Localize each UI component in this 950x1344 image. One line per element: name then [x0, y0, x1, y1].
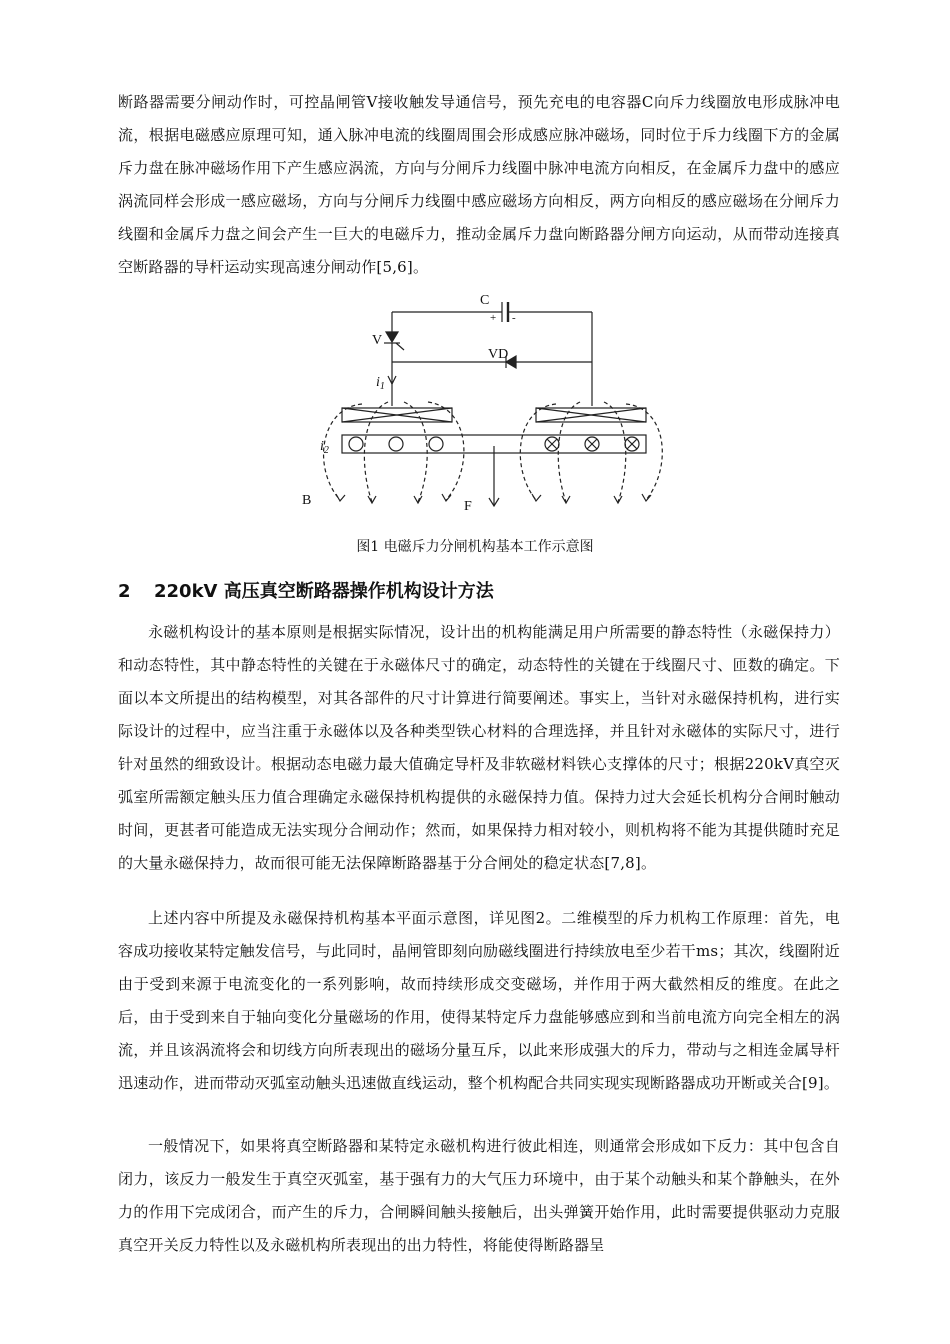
field-lines-right: [520, 402, 662, 502]
field-arrow-2: [368, 496, 376, 503]
field-arrow-5: [532, 494, 541, 501]
field-lines-left: [324, 402, 464, 502]
section-title: 220kV 高压真空断路器操作机构设计方法: [154, 581, 494, 602]
label-current-i2: $i_2$: [320, 439, 329, 456]
field-arrow-3: [414, 496, 422, 503]
paragraph-design-principle: 永磁机构设计的基本原则是根据实际情况，设计出的机构能满足用户所需要的静态特性（永磁保持力）和动态特性，其中静态特性的关键在于永磁体尺寸的确定，动态特性的关键在于线圈尺寸、匝数的确定。下面以本文所提出的结构模型，对其各部件的尺寸计算进行简要阐述。事实上，当针对永磁保持机构，进行实际设计的过程中，应当注重于永磁体以及各种类型铁心材料的合理选择，并且针对永磁体的实际尺寸，进行针对虽然的细致设计。根据动态电磁力最大值确定导杆及非软磁材料铁心支撑体的尺寸；根据220kV真空灭弧室所需额定触头压力值合理确定永磁保持机构提供的永磁保持力值。保持力过大会延长机构分合闸时触动时间，更甚者可能造成无法实现分合闸动作；然而，如果保持力相对较小，则机构将不能为其提供随时充足的大量永磁保持力，故而很可能无法保障断路器基于分合闸处的稳定状态[7,8]。: [118, 623, 840, 872]
repulsion-mechanism-diagram: [300, 288, 670, 520]
current-dot-3: [429, 437, 443, 451]
thyristor-gate: [396, 343, 404, 350]
label-diode: VD: [488, 347, 509, 362]
current-dot-1: [349, 437, 363, 451]
field-arrow-1: [336, 494, 345, 501]
figure-caption: 图1 电磁斥力分闸机构基本工作示意图: [356, 539, 594, 555]
label-force-f: F: [464, 499, 472, 514]
figure-1: [300, 288, 670, 520]
field-arrow-6: [562, 496, 570, 503]
label-field-b: B: [302, 493, 312, 508]
label-thyristor: V: [372, 333, 383, 348]
field-arrow-7: [614, 496, 622, 503]
label-capacitor: C: [480, 293, 490, 308]
thyristor-triangle: [386, 332, 398, 342]
paragraph-reaction-force: 一般情况下，如果将真空断路器和某特定永磁机构进行彼此相连，则通常会形成如下反力：其中包含自闭力，该反力一般发生于真空灭弧室，基于强有力的大气压力环境中，由于某个动触头和某个静触头，在外力的作用下完成闭合，而产生的斥力，合闸瞬间触头接触后，出头弹簧开始作用，此时需要提供驱动力克服真空开关反力特性以及永磁机构所表现出的出力特性，将能使得断路器呈: [118, 1137, 840, 1254]
field-arrow-8: [642, 494, 651, 501]
label-minus: -: [512, 312, 516, 324]
paragraph-opening: 断路器需要分闸动作时，可控晶闸管V接收触发导通信号，预先充电的电容器C向斥力线圈放电形成脉冲电流，根据电磁感应原理可知，通入脉冲电流的线圈周围会形成感应脉冲磁场，同时位于斥力线圈下方的金属斥力盘在脉冲磁场作用下产生感应涡流，方向与分闸斥力线圈中脉冲电流方向相反，在金属斥力盘中的感应涡流同样会形成一感应磁场，方向与分闸斥力线圈中感应磁场方向相反，两方向相反的感应磁场在分闸斥力线圈和金属斥力盘之间会产生一巨大的电磁斥力，推动金属斥力盘向断路器分闸方向运动，从而带动连接真空断路器的导杆运动实现高速分闸动作[5,6]。: [118, 93, 840, 276]
section-heading: [118, 578, 840, 606]
paragraph-working-principle: 上述内容中所提及永磁保持机构基本平面示意图，详见图2。二维模型的斥力机构工作原理：首先，电容成功接收某特定触发信号，与此同时，晶闸管即刻向励磁线圈进行持续放电至少若干ms；其次，线圈附近由于受到来源于电流变化的一系列影响，故而持续形成交变磁场，并作用于两大截然相反的维度。在此之后，由于受到来自于轴向变化分量磁场的作用，使得某特定斥力盘能够感应到和当前电流方向完全相左的涡流，并且该涡流将会和切线方向所表现出的磁场分量互斥，以此来形成强大的斥力，带动与之相连金属导杆迅速动作，进而带动灭弧室动触头迅速做直线运动，整个机构配合共同实现实现断路器成功开断或关合[9]。: [118, 909, 840, 1092]
label-plus: +: [490, 312, 497, 324]
current-dot-2: [389, 437, 403, 451]
section-number: 2: [118, 581, 131, 602]
label-current-i1: $i_1$: [376, 375, 385, 392]
